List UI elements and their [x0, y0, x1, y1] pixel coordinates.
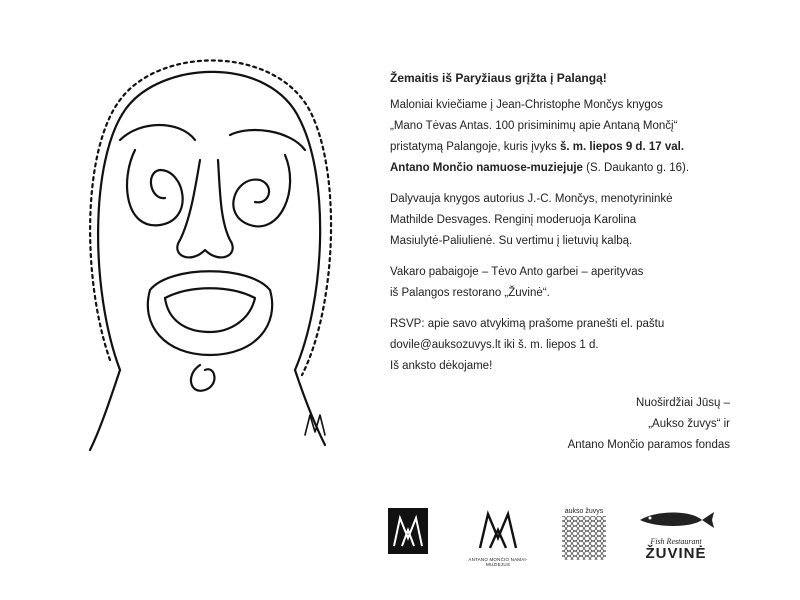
fish-icon [636, 508, 716, 532]
text-line: Vakaro pabaigoje – Tėvo Anto garbei – aperityvas [390, 266, 644, 278]
rsvp-email-line: dovile@auksozuvys.lt iki š. m. liepos 1 d. [390, 339, 599, 351]
moncys-logo-icon [388, 508, 428, 554]
event-venue: Antano Mončio namuose-muziejuje [390, 162, 583, 174]
text-line [390, 137, 730, 158]
text-line: Masiulytė-Paliulienė. Su vertimu į lietuvių kalbą. [390, 235, 633, 247]
face-drawing [80, 40, 340, 460]
text-line: „Aukso žuvys“ ir [648, 418, 730, 430]
paragraph-aperitif [390, 262, 730, 304]
text-line: „Mano Tėvas Antas. 100 prisiminimų apie Antaną Mončį“ [390, 120, 678, 132]
text-line: Mathilde Desvages. Renginį moderuoja Karolina [390, 214, 637, 226]
auksozuvys-logo [560, 508, 608, 568]
paragraph-rsvp [390, 314, 730, 377]
restaurant-name: ŽUVINĖ [645, 545, 707, 562]
text-line [390, 158, 730, 179]
text-line: Iš anksto dėkojame! [390, 360, 493, 372]
text-fragment: pristatymą Palangoje, kuris įvyks [390, 141, 561, 153]
restaurant-script: Fish Restaurant [650, 537, 702, 546]
event-date: š. m. liepos 9 d. 17 val. [560, 141, 685, 153]
text-line: Nuoširdžiai Jūsų – [636, 397, 730, 409]
auksozuvys-label: aukso žuvys [564, 508, 604, 515]
paragraph-intro [390, 95, 730, 179]
museum-logo-icon [458, 508, 538, 552]
text-line: iš Palangos restorano „Žuvinė“. [390, 287, 550, 299]
invitation-title: Žemaitis iš Paryžiaus grįžta į Palangą! [390, 71, 607, 85]
zuvine-restaurant-logo [636, 508, 716, 564]
text-line: RSVP: apie savo atvykimą prašome pranešti el. paštu [390, 318, 665, 330]
signature-block [390, 393, 730, 456]
event-address: (S. Daukanto g. 16). [582, 162, 690, 174]
text-line: Maloniai kviečiame į Jean-Christophe Mončys knygos [390, 99, 663, 111]
fish-scales-icon [560, 516, 608, 560]
invitation-text [390, 68, 730, 456]
text-line: Antano Mončio paramos fondas [567, 439, 730, 451]
museum-caption: ANTANO MONČIO NAMAI-MUZIEJUS [468, 557, 528, 567]
logos-row [388, 508, 718, 568]
paragraph-participants [390, 189, 730, 252]
text-line: Dalyvauja knygos autorius J.-C. Mončys, menotyrininkė [390, 193, 673, 205]
museum-logo [458, 508, 538, 567]
